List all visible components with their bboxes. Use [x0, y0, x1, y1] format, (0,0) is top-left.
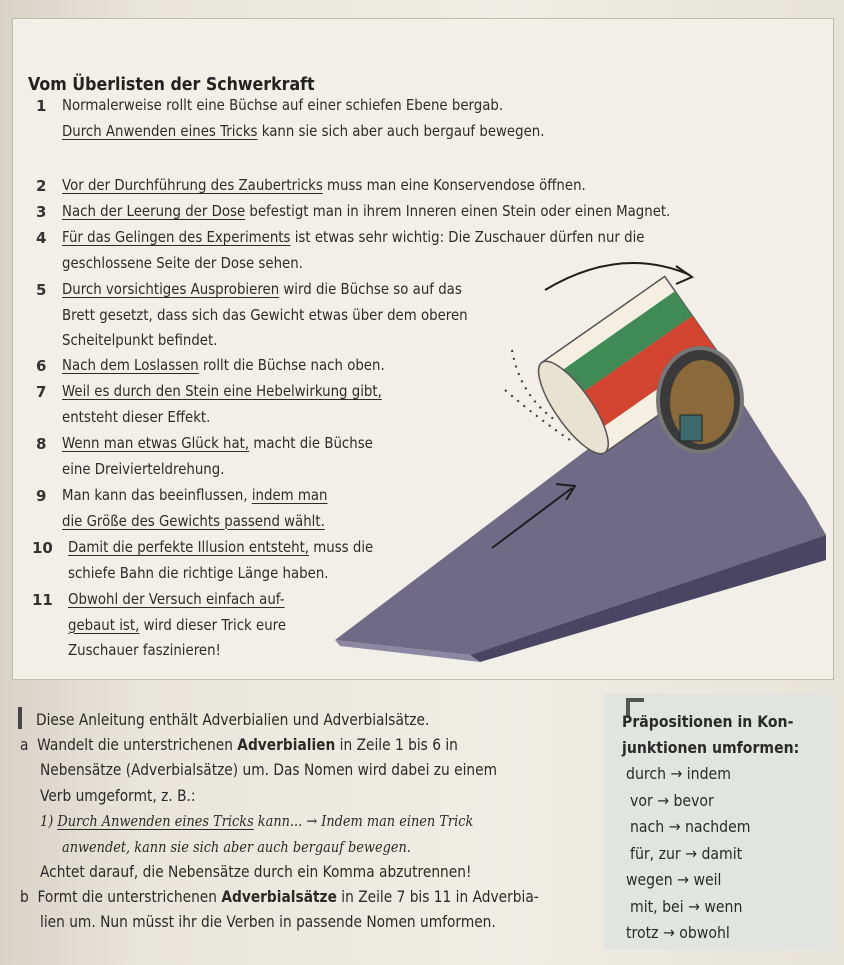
- step-line: [62, 512, 325, 530]
- step-text: macht die Büchse: [249, 434, 373, 452]
- underlined-phrase: die Größe des Gewichts passend wählt.: [62, 511, 325, 530]
- step-line: [68, 590, 285, 608]
- underlined-phrase: Durch vorsichtiges Ausprobieren: [62, 280, 280, 298]
- task-a-line1-post: in Zeile 1 bis 6 in: [335, 735, 458, 754]
- conversion-row: vor → bevor: [630, 790, 714, 810]
- step-line: [68, 564, 329, 582]
- sidebox-heading-2: junktionen umformen:: [622, 738, 800, 757]
- task-a-line1-bold: Adverbialien: [237, 735, 336, 754]
- step-line: [62, 96, 503, 114]
- underlined-phrase: Damit die perfekte Illusion entsteht,: [68, 538, 310, 556]
- step-text: Scheitelpunkt befindet.: [62, 331, 218, 350]
- conversion-row: trotz → obwohl: [626, 923, 730, 942]
- step-text: wird die Büchse so auf das: [279, 280, 462, 298]
- step-number: 3: [36, 203, 47, 221]
- task-intro: Diese Anleitung enthält Adverbialien und Adverbialsätze.: [36, 710, 430, 729]
- step-text: eine Dreivierteldrehung.: [62, 459, 225, 478]
- step-text: befestigt man in ihrem Inneren einen Stein oder einen Magnet.: [245, 202, 671, 220]
- step-text: entsteht dieser Effekt.: [62, 407, 211, 426]
- task-a-line3: Verb umgeformt, z. B.:: [40, 786, 196, 805]
- step-number: 2: [36, 177, 47, 195]
- step-text: schiefe Bahn die richtige Länge haben.: [68, 563, 329, 582]
- step-line: [62, 202, 670, 220]
- task-b-label: b: [20, 887, 29, 906]
- task-note: Achtet darauf, die Nebensätze durch ein Komma abzutrennen!: [40, 862, 472, 881]
- step-text: ist etwas sehr wichtig: Die Zuschauer dürfen nur die: [290, 228, 645, 246]
- step-number: 8: [36, 435, 47, 453]
- step-number: 7: [36, 383, 47, 401]
- step-number: 5: [36, 281, 47, 299]
- conversion-row: nach → nachdem: [630, 817, 751, 836]
- step-number: 4: [36, 229, 47, 247]
- underlined-phrase: Wenn man etwas Glück hat,: [62, 434, 250, 452]
- task-marker: [18, 707, 22, 729]
- step-text: kann sie sich aber auch bergauf bewegen.: [257, 121, 545, 140]
- step-line: [62, 228, 645, 246]
- task-b-line1-post: in Zeile 7 bis 11 in Adverbia-: [336, 887, 539, 906]
- page-title: Vom Überlisten der Schwerkraft: [28, 74, 315, 95]
- step-text: geschlossene Seite der Dose sehen.: [62, 253, 303, 272]
- step-text: wird dieser Trick eure: [139, 615, 287, 634]
- task-a: [20, 735, 458, 754]
- example-line2: anwendet, kann sie sich aber auch bergauf bewegen.: [62, 838, 411, 856]
- step-line: [62, 382, 382, 400]
- step-line: [62, 408, 210, 426]
- underlined-phrase: Nach der Leerung der Dose: [62, 202, 246, 220]
- step-line: [62, 486, 327, 504]
- conversion-row: wegen → weil: [626, 870, 722, 889]
- step-number: 11: [32, 591, 53, 609]
- step-text: Brett gesetzt, dass sich das Gewicht etwas über dem oberen: [62, 305, 468, 324]
- step-text: Normalerweise rollt eine Büchse auf einer schiefen Ebene bergab.: [62, 96, 504, 114]
- step-text: Zuschauer faszinieren!: [68, 641, 221, 660]
- conversion-row: mit, bei → wenn: [630, 896, 743, 916]
- example-line1: [40, 812, 473, 830]
- underlined-phrase: Obwohl der Versuch einfach auf-: [68, 590, 285, 608]
- step-number: 6: [36, 357, 47, 375]
- step-text: rollt die Büchse nach oben.: [198, 356, 385, 374]
- task-a-label: a: [20, 735, 29, 754]
- curved-arrow-head: [676, 266, 692, 284]
- step-number: 9: [36, 487, 47, 505]
- task-a-line1-pre: Wandelt die unterstrichenen: [37, 735, 238, 754]
- step-line: [62, 434, 373, 452]
- underlined-phrase: Durch Anwenden eines Tricks: [62, 121, 258, 140]
- step-text: Man kann das beeinflussen,: [62, 486, 252, 504]
- underlined-phrase: Vor der Durchführung des Zaubertricks: [62, 176, 323, 194]
- conversion-row: durch → indem: [626, 764, 731, 783]
- underlined-phrase: Für das Gelingen des Experiments: [62, 228, 291, 246]
- task-b: [20, 887, 539, 906]
- task-b-line1-bold: Adverbialsätze: [221, 887, 337, 906]
- underlined-phrase: Nach dem Loslassen: [62, 356, 199, 374]
- step-line: [62, 306, 468, 324]
- step-text: muss man eine Konservendose öffnen.: [322, 176, 586, 194]
- underlined-phrase: indem man: [251, 486, 328, 504]
- step-line: [68, 538, 373, 556]
- step-number: 10: [32, 539, 53, 557]
- conversion-row: für, zur → damit: [630, 843, 743, 863]
- task-b-line1-pre: Formt die unterstrichenen: [37, 887, 222, 906]
- example-num: 1): [40, 812, 54, 830]
- step-line: [62, 280, 462, 298]
- step-line: [62, 331, 217, 349]
- step-number: 1: [36, 97, 47, 115]
- step-line: [68, 616, 286, 634]
- underlined-phrase: Weil es durch den Stein eine Hebelwirkung gibt,: [62, 382, 382, 400]
- step-line: [68, 641, 221, 659]
- step-line: [62, 460, 224, 478]
- step-line: [62, 176, 586, 194]
- step-text: muss die: [309, 538, 374, 556]
- step-line: [62, 254, 303, 272]
- step-line: [62, 356, 385, 374]
- underlined-phrase: gebaut ist,: [68, 615, 140, 634]
- step-line: [62, 122, 544, 140]
- example-underlined: Durch Anwenden eines Tricks: [57, 812, 254, 830]
- magnet-stone: [680, 415, 702, 441]
- example-rest: kann... → Indem man einen Trick: [253, 812, 474, 830]
- sidebox-heading-1: Präpositionen in Kon-: [622, 712, 794, 731]
- task-b-line2: lien um. Nun müsst ihr die Verben in passende Nomen umformen.: [40, 912, 496, 931]
- task-a-line2: Nebensätze (Adverbialsätze) um. Das Nomen wird dabei zu einem: [40, 760, 497, 779]
